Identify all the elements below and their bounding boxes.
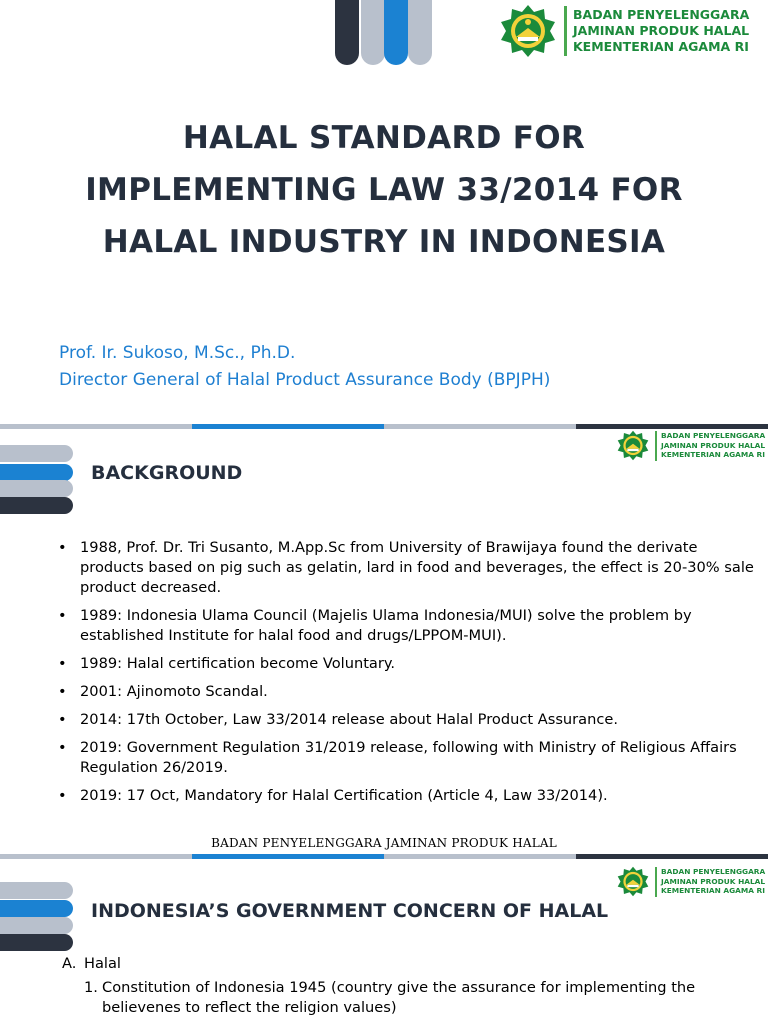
bullet-text: 2014: 17th October, Law 33/2014 release about Halal Product Assurance. [80, 711, 619, 728]
list-item [58, 710, 758, 730]
logo-line-1: BADAN PENYELENGGARA [661, 866, 766, 876]
list-text: Constitution of Indonesia 1945 (country give the assurance for implementing the believenes to reflect the religion values) [102, 979, 696, 1016]
list-item [58, 606, 758, 646]
list-item [58, 538, 758, 598]
side-bar-blue [0, 464, 73, 481]
government-concern-slide [0, 854, 768, 1024]
bullet-text: 1989: Indonesia Ulama Council (Majelis Ulama Indonesia/MUI) solve the problem by established Institute for halal food and drugs/LPPOM-MUI). [80, 607, 692, 644]
bullet-text: 2019: Government Regulation 31/2019 release, following with Ministry of Religious Affairs Regulation 26/2019. [80, 739, 737, 776]
bullet-icon: • [58, 539, 67, 556]
list-item-a [62, 954, 121, 974]
side-bar-dark [0, 497, 73, 514]
top-stripe [0, 854, 768, 859]
top-stripe [0, 424, 768, 429]
kemenag-emblem-icon [616, 430, 650, 461]
logo-line-2: JAMINAN PRODUK HALAL [661, 876, 766, 886]
top-bar-dark-1 [335, 0, 359, 65]
logo-line-3: KEMENTERIAN AGAMA RI [661, 450, 765, 460]
bullet-icon: • [58, 607, 67, 624]
list-item [58, 786, 758, 806]
logo-line-1: BADAN PENYELENGGARA [573, 6, 750, 22]
bullet-icon: • [58, 711, 67, 728]
bpjph-logo-small [616, 866, 765, 897]
logo-line-3: KEMENTERIAN AGAMA RI [661, 886, 765, 896]
bpjph-logo [498, 4, 749, 58]
slide-title [40, 112, 728, 268]
author-role: Director General of Halal Product Assurance Body (BPJPH) [59, 370, 551, 390]
side-bar-gray-1 [0, 882, 73, 899]
bullet-text: 2001: Ajinomoto Scandal. [80, 683, 268, 700]
title-line-2: IMPLEMENTING LAW 33/2014 FOR [85, 172, 683, 208]
list-label: A. [62, 955, 77, 972]
list-item [58, 654, 758, 674]
author-name: Prof. Ir. Sukoso, M.Sc., Ph.D. [59, 343, 296, 363]
section-heading: INDONESIA’S GOVERNMENT CONCERN OF HALAL [91, 900, 609, 922]
top-bar-gray-1 [361, 0, 385, 65]
bullet-text: 1988, Prof. Dr. Tri Susanto, M.App.Sc from University of Brawijaya found the derivate products based on pig such as gelatin, lard in food and beverages, the effect is 20-30% sale product decreased. [80, 539, 754, 596]
bullet-icon: • [58, 787, 67, 804]
logo-text-small [661, 431, 765, 461]
logo-line-3: KEMENTERIAN AGAMA RI [573, 39, 749, 55]
section-heading: BACKGROUND [91, 462, 243, 484]
sub-list-item-1 [84, 978, 764, 1018]
side-bar-gray-2 [0, 917, 73, 934]
bullet-icon: • [58, 655, 67, 672]
background-slide [0, 424, 768, 854]
title-line-1: HALAL STANDARD FOR [182, 120, 586, 156]
background-bullet-list [58, 538, 758, 814]
logo-line-2: JAMINAN PRODUK HALAL [661, 440, 766, 450]
logo-line-1: BADAN PENYELENGGARA [661, 430, 766, 440]
side-bar-gray-2 [0, 480, 73, 497]
bpjph-logo-small [616, 430, 765, 461]
logo-text [573, 7, 749, 56]
bullet-text: 1989: Halal certification become Voluntary. [80, 655, 396, 672]
slide-footer: BADAN PENYELENGGARA JAMINAN PRODUK HALAL [211, 836, 557, 850]
kemenag-emblem-icon [616, 866, 650, 897]
title-slide [0, 0, 768, 424]
logo-line-2: JAMINAN PRODUK HALAL [573, 22, 750, 38]
top-bar-gray-2 [408, 0, 432, 65]
author-block [59, 340, 550, 394]
list-text: Halal [84, 955, 121, 972]
kemenag-emblem-icon [498, 4, 558, 58]
list-number: 1. [84, 979, 98, 996]
bullet-icon: • [58, 683, 67, 700]
list-item [58, 738, 758, 778]
side-bar-blue [0, 900, 73, 917]
top-bar-blue [384, 0, 408, 65]
side-bar-dark [0, 934, 73, 951]
list-item [58, 682, 758, 702]
bullet-icon: • [58, 739, 67, 756]
logo-text-small [661, 867, 765, 897]
side-bar-gray-1 [0, 445, 73, 462]
bullet-text: 2019: 17 Oct, Mandatory for Halal Certification (Article 4, Law 33/2014). [80, 787, 608, 804]
title-line-3: HALAL INDUSTRY IN INDONESIA [102, 224, 666, 260]
